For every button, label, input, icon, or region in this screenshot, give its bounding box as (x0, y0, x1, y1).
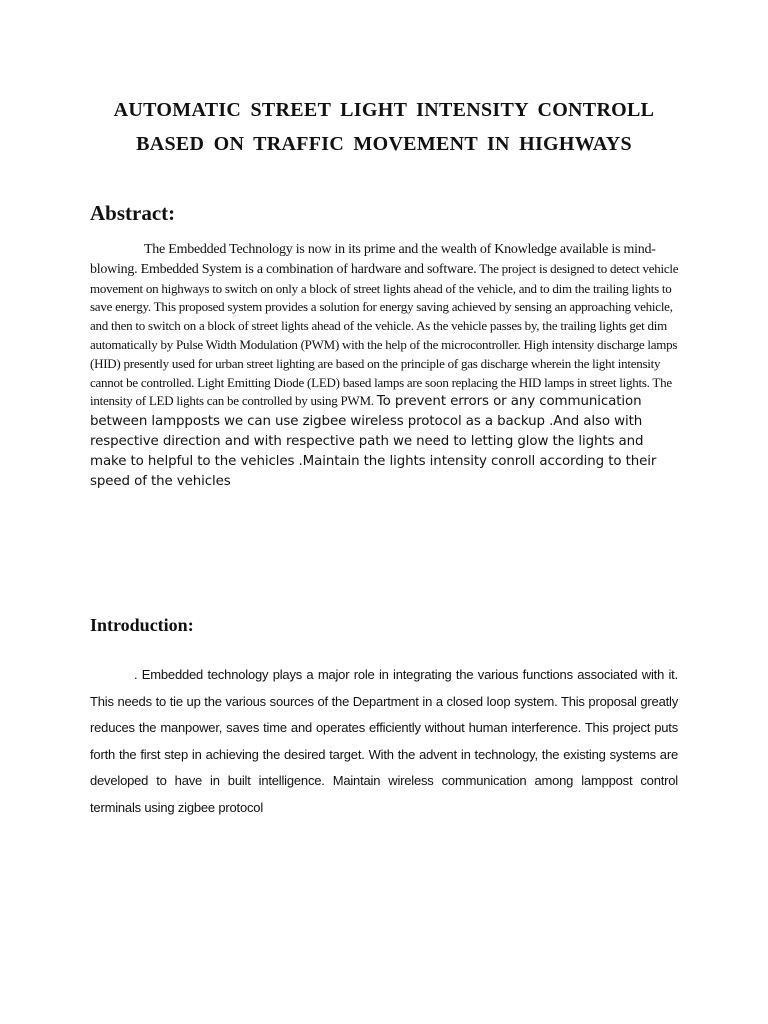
introduction-heading: Introduction: (90, 615, 194, 635)
abstract-paragraph (90, 240, 680, 491)
abstract-opening-text: The Embedded Technology is now in its prime and the wealth of Knowledge available is mind-blowing. Embedded System is a combination of hardware and software. (90, 242, 656, 277)
introduction-paragraph (90, 662, 678, 822)
abstract-heading: Abstract: (90, 201, 176, 225)
introduction-body-text: . Embedded technology plays a major role in integrating the various functions associated with it. This needs to tie up the various sources of the Department in a closed loop system. This proposal greatly reduces the manpower, saves time and operates efficiently without human interference. This project puts forth the first step in achieving the desired target. With the advent in technology, the existing systems are developed to have in built intelligence. Maintain wireless communication among lamppost control terminals using zigbee protocol (90, 667, 678, 815)
abstract-body-text: The project is designed to detect vehicle movement on highways to switch on only a block of street lights ahead of the vehicle, and to dim the trailing lights to save energy. This proposed system provides a solution for energy saving achieved by sensing an approaching vehicle, and then to switch on a block of street lights ahead of the vehicle. As the vehicle passes by, the trailing lights get dim automatically by Pulse Width Modulation (PWM) with the help of the microcontroller. High intensity discharge lamps (HID) presently used for urban street lighting are based on the principle of gas discharge wherein the light intensity cannot be controlled. Light Emitting Diode (LED) based lamps are soon replacing the HID lamps in street lights. The intensity of LED lights can be controlled by using PWM. (90, 260, 679, 409)
document-title: AUTOMATIC STREET LIGHT INTENSITY CONTROLL BASED ON TRAFFIC MOVEMENT IN HIGHWAYS (113, 99, 655, 155)
abstract-addendum-text: To prevent errors or any communication between lampposts we can use zigbee wireless protocol as a backup .And also with respective direction and with respective path we need to letting glow the lights and make to helpful to the vehicles .Maintain the lights intensity conroll according to their speed of the vehicles (90, 394, 657, 489)
